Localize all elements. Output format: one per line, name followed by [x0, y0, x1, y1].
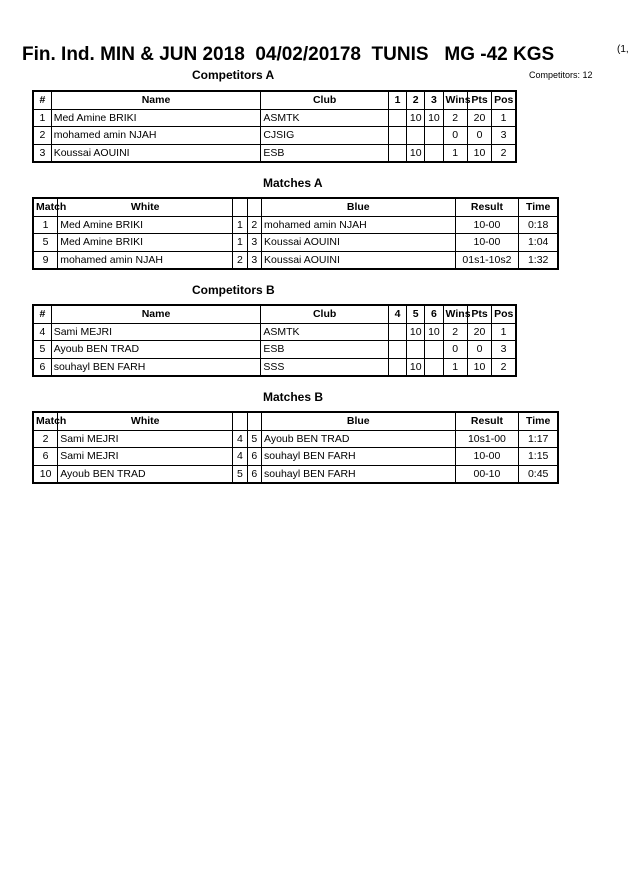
column-header: Club [261, 91, 389, 109]
column-header: Time [519, 412, 558, 430]
wins-cell: 0 [443, 341, 467, 359]
white-number: 5 [233, 465, 247, 483]
white-number: 2 [233, 251, 247, 269]
points-cell: 10 [467, 358, 491, 376]
matches-b-table [32, 411, 559, 484]
column-header: Name [51, 305, 261, 323]
column-header: Result [455, 198, 519, 216]
match-result: 10-00 [455, 448, 519, 466]
score-cell [425, 358, 443, 376]
match-result: 01s1-10s2 [455, 251, 519, 269]
white-number: 1 [233, 234, 247, 252]
score-cell: 10 [425, 109, 443, 127]
score-cell: 10 [407, 109, 425, 127]
competitors-count: Competitors: 12 [529, 70, 593, 80]
column-header: Pts [467, 91, 491, 109]
wins-cell: 1 [443, 144, 467, 162]
column-header: Club [261, 305, 389, 323]
score-cell [425, 127, 443, 145]
matches-b-title: Matches B [263, 390, 324, 404]
blue-number: 6 [247, 448, 261, 466]
score-cell [388, 358, 406, 376]
competitor-club: ASMTK [261, 323, 389, 341]
wins-cell: 0 [443, 127, 467, 145]
match-number: 10 [33, 465, 58, 483]
column-header: White [58, 412, 233, 430]
blue-number: 6 [247, 465, 261, 483]
blue-number: 2 [247, 216, 261, 234]
match-result: 10s1-00 [455, 430, 519, 448]
table-row [33, 465, 558, 483]
position-cell: 2 [492, 358, 516, 376]
white-number: 4 [233, 448, 247, 466]
match-result: 00-10 [455, 465, 519, 483]
score-cell: 10 [407, 323, 425, 341]
wins-cell: 2 [443, 109, 467, 127]
points-cell: 0 [467, 127, 491, 145]
match-result: 10-00 [455, 234, 519, 252]
column-header: # [33, 91, 51, 109]
score-cell [388, 109, 406, 127]
table-row [33, 127, 516, 145]
column-header: Match [33, 412, 58, 430]
table-row [33, 341, 516, 359]
matches-a-table [32, 197, 559, 270]
blue-name: Koussai AOUINI [262, 251, 456, 269]
position-cell: 3 [492, 341, 516, 359]
column-header: Wins [443, 305, 467, 323]
column-header: Blue [262, 412, 456, 430]
white-name: Sami MEJRI [58, 430, 233, 448]
white-name: Ayoub BEN TRAD [58, 465, 233, 483]
competitor-club: ESB [261, 144, 389, 162]
competitor-club: CJSIG [261, 127, 389, 145]
competitor-number: 6 [33, 358, 51, 376]
white-number: 1 [233, 216, 247, 234]
blue-number: 5 [247, 430, 261, 448]
competitor-name: Med Amine BRIKI [51, 109, 261, 127]
column-header: Match [33, 198, 58, 216]
column-header: 6 [425, 305, 443, 323]
white-name: mohamed amin NJAH [58, 251, 233, 269]
score-cell [407, 341, 425, 359]
column-header: White [58, 198, 233, 216]
competitors-b-table [32, 304, 517, 377]
match-time: 1:17 [519, 430, 558, 448]
white-number: 4 [233, 430, 247, 448]
competitors-a-title: Competitors A [192, 68, 275, 82]
column-header: 3 [425, 91, 443, 109]
position-cell: 1 [492, 323, 516, 341]
blue-name: mohamed amin NJAH [262, 216, 456, 234]
competitor-name: mohamed amin NJAH [51, 127, 261, 145]
page-title: Fin. Ind. MIN & JUN 2018 04/02/20178 TUNIS MG -42 KGS [22, 44, 555, 65]
table-header-row [33, 91, 516, 109]
page-title-suffix: (1, [617, 44, 629, 55]
column-header: 1 [388, 91, 406, 109]
competitors-a-table [32, 90, 517, 163]
competitor-club: ESB [261, 341, 389, 359]
match-number: 1 [33, 216, 58, 234]
column-header: Pos [492, 91, 516, 109]
column-header [233, 412, 247, 430]
wins-cell: 1 [443, 358, 467, 376]
blue-number: 3 [247, 251, 261, 269]
position-cell: 2 [492, 144, 516, 162]
column-header: Blue [262, 198, 456, 216]
competitor-number: 1 [33, 109, 51, 127]
competitor-name: Koussai AOUINI [51, 144, 261, 162]
table-row [33, 430, 558, 448]
score-cell [388, 323, 406, 341]
match-time: 1:04 [519, 234, 558, 252]
competitor-name: souhayl BEN FARH [51, 358, 261, 376]
blue-name: Ayoub BEN TRAD [262, 430, 456, 448]
score-cell: 10 [407, 144, 425, 162]
position-cell: 3 [492, 127, 516, 145]
table-row [33, 109, 516, 127]
column-header: Time [519, 198, 558, 216]
column-header: 2 [407, 91, 425, 109]
white-name: Med Amine BRIKI [58, 216, 233, 234]
column-header: Wins [443, 91, 467, 109]
table-header-row [33, 305, 516, 323]
competitor-club: ASMTK [261, 109, 389, 127]
match-result: 10-00 [455, 216, 519, 234]
score-cell: 10 [425, 323, 443, 341]
competitor-number: 2 [33, 127, 51, 145]
table-header-row [33, 412, 558, 430]
score-cell [388, 341, 406, 359]
competitors-b-title: Competitors B [192, 283, 275, 297]
score-cell [388, 127, 406, 145]
points-cell: 0 [467, 341, 491, 359]
position-cell: 1 [492, 109, 516, 127]
competitor-number: 5 [33, 341, 51, 359]
blue-number: 3 [247, 234, 261, 252]
column-header: Name [51, 91, 261, 109]
match-time: 0:45 [519, 465, 558, 483]
competitor-number: 3 [33, 144, 51, 162]
column-header [233, 198, 247, 216]
score-cell: 10 [407, 358, 425, 376]
white-name: Sami MEJRI [58, 448, 233, 466]
column-header: Pts [467, 305, 491, 323]
wins-cell: 2 [443, 323, 467, 341]
match-number: 5 [33, 234, 58, 252]
score-cell [407, 127, 425, 145]
blue-name: souhayl BEN FARH [262, 448, 456, 466]
table-row [33, 448, 558, 466]
points-cell: 20 [467, 109, 491, 127]
table-row [33, 323, 516, 341]
table-row [33, 144, 516, 162]
competitor-name: Sami MEJRI [51, 323, 261, 341]
competitor-number: 4 [33, 323, 51, 341]
column-header: Result [455, 412, 519, 430]
score-cell [388, 144, 406, 162]
competitor-name: Ayoub BEN TRAD [51, 341, 261, 359]
table-row [33, 358, 516, 376]
points-cell: 20 [467, 323, 491, 341]
match-time: 1:15 [519, 448, 558, 466]
score-cell [425, 144, 443, 162]
table-row [33, 251, 558, 269]
match-number: 2 [33, 430, 58, 448]
blue-name: Koussai AOUINI [262, 234, 456, 252]
points-cell: 10 [467, 144, 491, 162]
table-header-row [33, 198, 558, 216]
table-row [33, 216, 558, 234]
column-header: 5 [407, 305, 425, 323]
column-header: # [33, 305, 51, 323]
column-header: Pos [492, 305, 516, 323]
match-time: 0:18 [519, 216, 558, 234]
column-header: 4 [388, 305, 406, 323]
match-number: 6 [33, 448, 58, 466]
score-cell [425, 341, 443, 359]
competitor-club: SSS [261, 358, 389, 376]
matches-a-title: Matches A [263, 176, 323, 190]
white-name: Med Amine BRIKI [58, 234, 233, 252]
blue-name: souhayl BEN FARH [262, 465, 456, 483]
table-row [33, 234, 558, 252]
column-header [247, 198, 261, 216]
column-header [247, 412, 261, 430]
match-number: 9 [33, 251, 58, 269]
match-time: 1:32 [519, 251, 558, 269]
